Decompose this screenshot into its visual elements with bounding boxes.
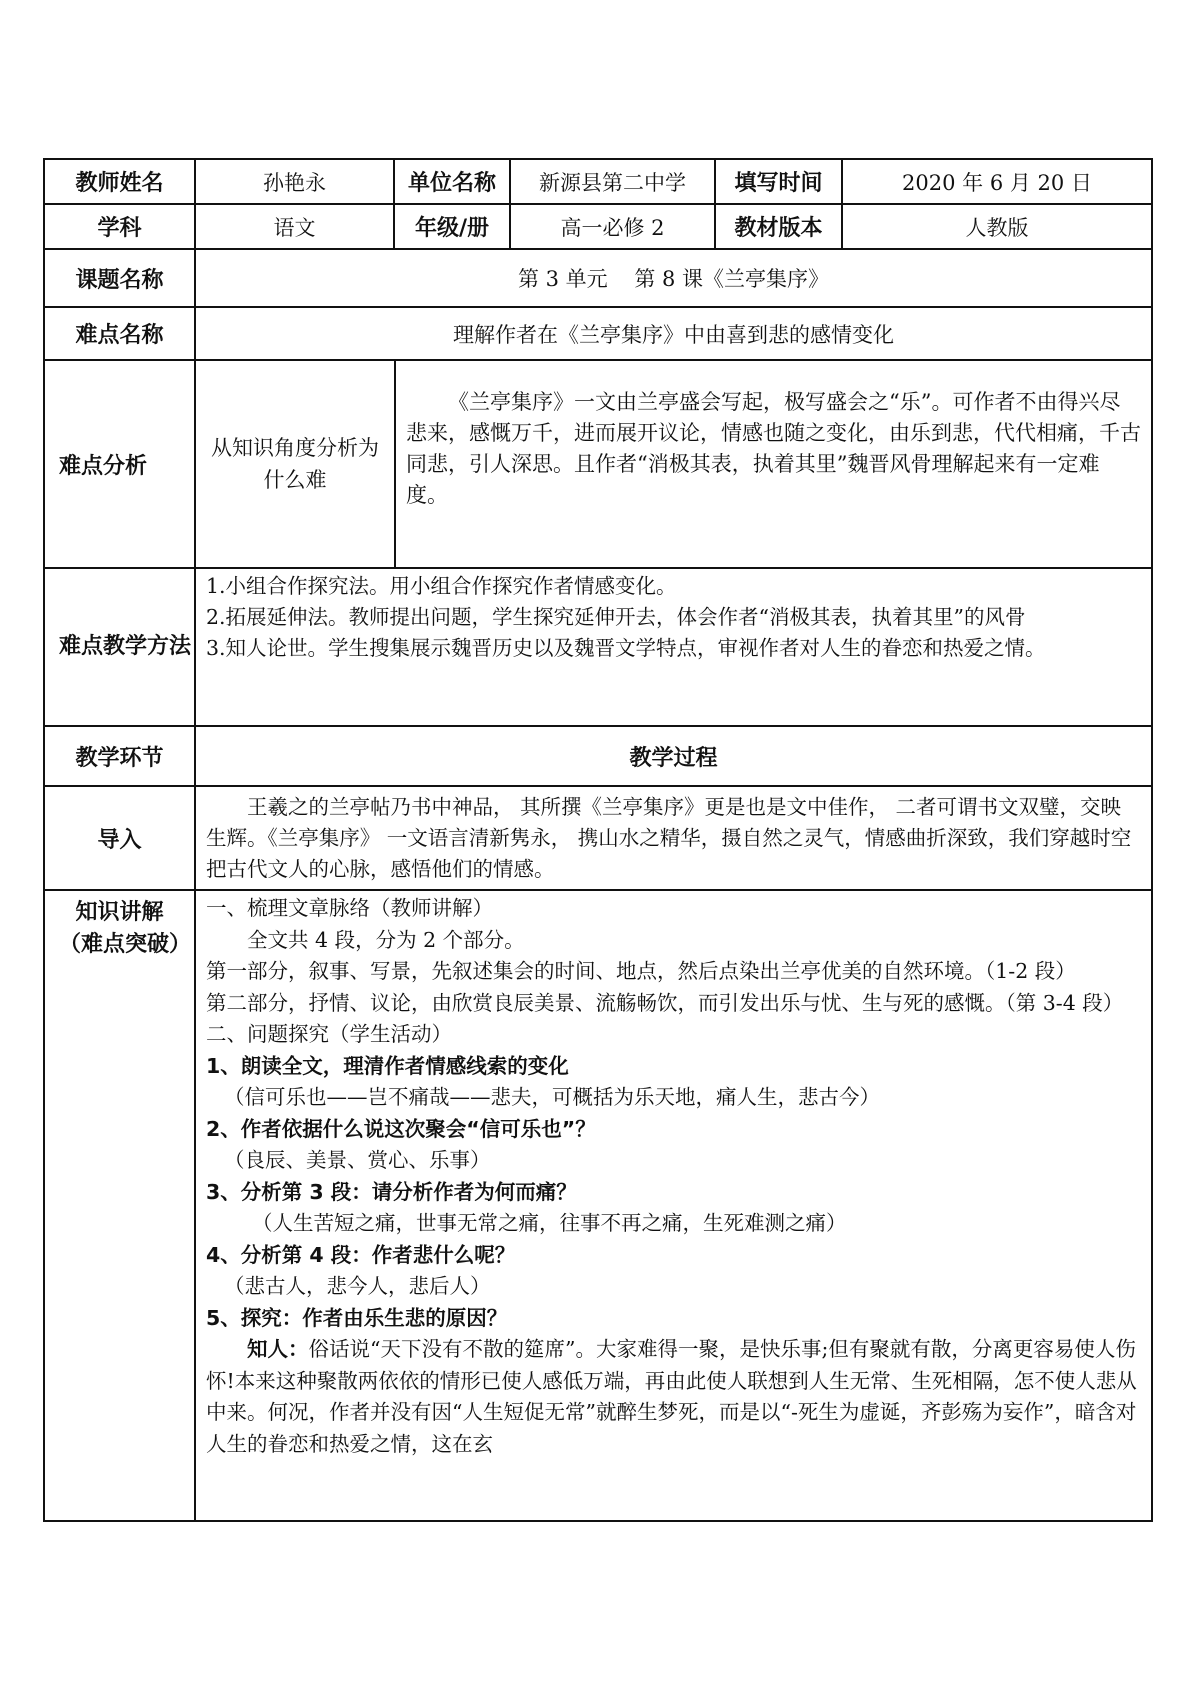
paragraph-5-text: 俗话说“天下没有不散的筵席”。大家难得一聚，是快乐事;但有聚就有散，分离更容易使人伤怀!本来这种聚散两依依的情形已使人感低万端，再由此使人联想到人生无常、生死相隔，怎不使人悲从中来。何况，作者并没有因“人生短促无常”就醉生梦死，而是以“-死生为虚诞，齐彭殇为妄作”，暗含对人生的眷恋和热爱之情，这在玄 — [206, 1337, 1137, 1456]
knowledge-label: 知识讲解（难点突破） — [44, 890, 195, 1521]
lesson-plan-table — [43, 158, 1153, 1522]
topic-value: 第 3 单元 第 8 课《兰亭集序》 — [195, 249, 1152, 307]
date-value: 2020 年 6 月 20 日 — [842, 159, 1152, 204]
topic-label: 课题名称 — [44, 249, 195, 307]
teacher-label: 教师姓名 — [44, 159, 195, 204]
difficulty-row — [44, 307, 1152, 360]
question-4: 4、分析第 4 段：作者悲什么呢？ — [206, 1242, 516, 1267]
analysis-inner-table — [196, 361, 1151, 567]
section1-line: 第一部分，叙事、写景，先叙述集会的时间、地点，然后点染出兰亭优美的自然环境。（1-2 段） — [206, 959, 1076, 983]
knowledge-row — [44, 890, 1152, 1521]
analysis-label: 难点分析 — [44, 360, 195, 568]
header-row-1 — [44, 159, 1152, 204]
difficulty-value: 理解作者在《兰亭集序》中由喜到悲的感情变化 — [195, 307, 1152, 360]
paragraph-5 — [206, 1334, 1141, 1460]
textbook-label: 教材版本 — [715, 204, 842, 249]
teacher-value: 孙艳永 — [195, 159, 394, 204]
analysis-row — [44, 360, 1152, 568]
grade-label: 年级/册 — [394, 204, 510, 249]
answer-3: （人生苦短之痛，世事无常之痛，往事不再之痛，生死难测之痛） — [252, 1211, 847, 1235]
section1-line: 全文共 4 段，分为 2 个部分。 — [247, 927, 525, 952]
analysis-content — [195, 360, 1152, 568]
textbook-value: 人教版 — [842, 204, 1152, 249]
unit-value: 新源县第二中学 — [510, 159, 715, 204]
grade-value: 高一必修 2 — [510, 204, 715, 249]
subject-label: 学科 — [44, 204, 195, 249]
methods-content — [195, 568, 1152, 726]
date-label: 填写时间 — [715, 159, 842, 204]
knowledge-content — [195, 890, 1152, 1521]
method-item: 3.知人论世。学生搜集展示魏晋历史以及魏晋文学特点，审视作者对人生的眷恋和热爱之情。 — [206, 636, 1046, 660]
process-header-row — [44, 726, 1152, 786]
intro-text: 王羲之的兰亭帖乃书中神品， 其所撰《兰亭集序》更是也是文中佳作， 二者可谓书文双璧，交映生辉。《兰亭集序》 一文语言清新隽永， 携山水之精华，摄自然之灵气，情感曲折深致，我们穿越时空把古代文人的心脉，感悟他们的情感。 — [195, 786, 1152, 890]
process-label: 教学环节 — [44, 726, 195, 786]
lesson-plan-sheet — [43, 158, 1151, 1522]
topic-row — [44, 249, 1152, 307]
section1-title: 一、梳理文章脉络（教师讲解） — [206, 896, 493, 920]
question-1: 1、朗读全文，理清作者情感线索的变化 — [206, 1053, 569, 1078]
answer-1: （信可乐也——岂不痛哉——悲夫，可概括为乐天地，痛人生，悲古今） — [224, 1085, 880, 1109]
process-title: 教学过程 — [195, 726, 1152, 786]
answer-4: （悲古人，悲今人，悲后人） — [224, 1274, 491, 1298]
paragraph-5-lead: 知人： — [247, 1337, 309, 1361]
intro-row — [44, 786, 1152, 890]
unit-label: 单位名称 — [394, 159, 510, 204]
section2-title: 二、问题探究（学生活动） — [206, 1022, 452, 1046]
answer-2: （良辰、美景、赏心、乐事） — [224, 1148, 491, 1172]
method-item: 2.拓展延伸法。教师提出问题，学生探究延伸开去，体会作者“消极其表，执着其里”的风骨 — [206, 605, 1026, 629]
method-item: 1.小组合作探究法。用小组合作探究作者情感变化。 — [206, 574, 677, 598]
question-3: 3、分析第 3 段：请分析作者为何而痛？ — [206, 1179, 577, 1204]
section1-line: 第二部分，抒情、议论，由欣赏良辰美景、流觞畅饮，而引发出乐与忧、生与死的感慨。（第 3-4 段） — [206, 990, 1124, 1015]
methods-label: 难点教学方法 — [44, 568, 195, 726]
subject-value: 语文 — [195, 204, 394, 249]
analysis-text: 《兰亭集序》一文由兰亭盛会写起，极写盛会之“乐”。可作者不由得兴尽悲来，感慨万千，进而展开议论，情感也随之变化，由乐到悲，代代相痛，千古同悲，引人深思。且作者“消极其表，执着其里”魏晋风骨理解起来有一定难度。 — [406, 390, 1141, 507]
methods-row — [44, 568, 1152, 726]
analysis-sub-label: 从知识角度分析为什么难 — [196, 361, 395, 567]
header-row-2 — [44, 204, 1152, 249]
intro-label: 导入 — [44, 786, 195, 890]
question-2: 2、作者依据什么说这次聚会“信可乐也”？ — [206, 1116, 596, 1141]
question-5: 5、探究：作者由乐生悲的原因？ — [206, 1305, 508, 1330]
difficulty-label: 难点名称 — [44, 307, 195, 360]
